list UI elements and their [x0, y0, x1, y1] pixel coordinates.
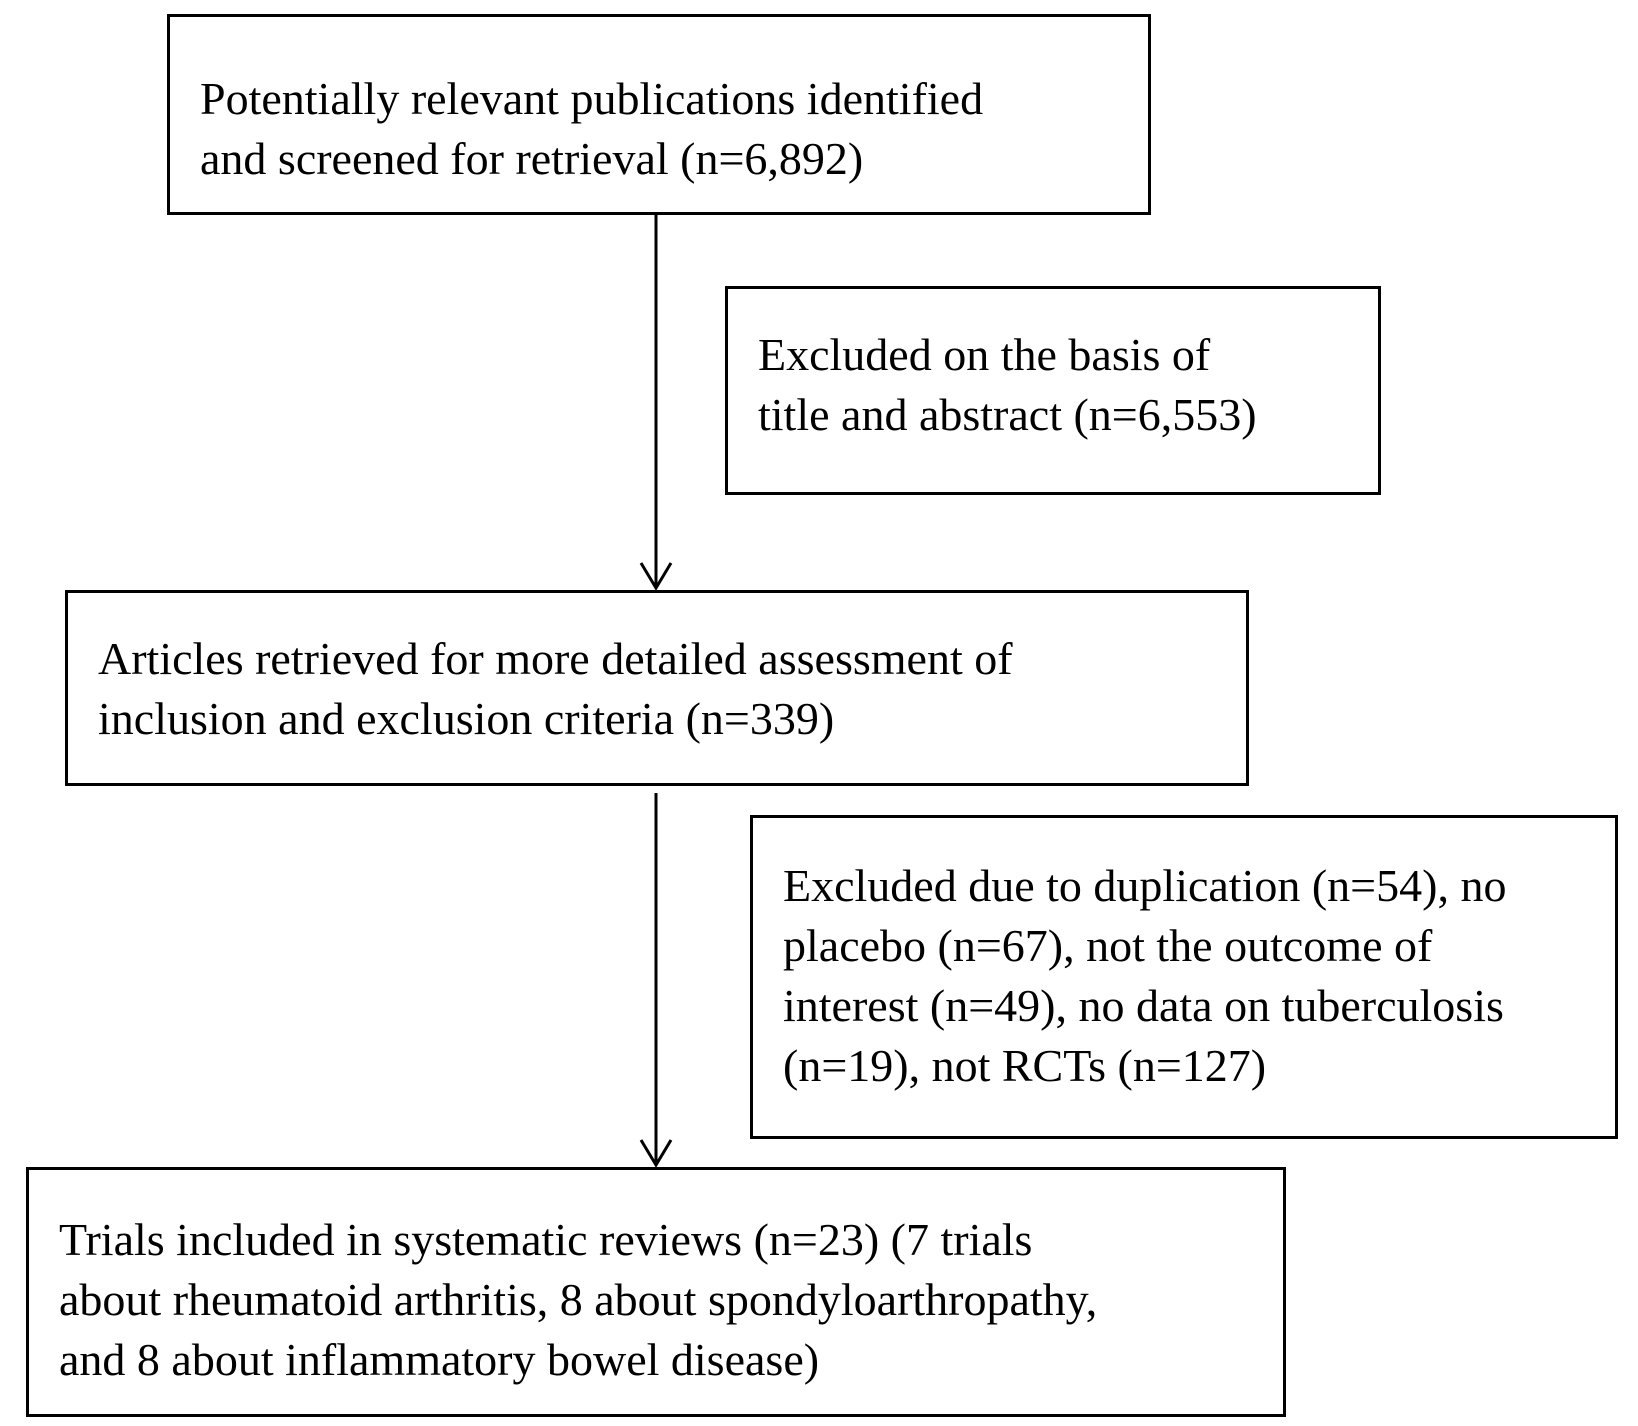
included-text: Trials included in systematic reviews (n=23) (7 trials about rheumatoid arthritis, 8 about spondyloarthropathy, and 8 about inflammatory bowel disease)	[59, 1214, 1098, 1385]
identified-text: Potentially relevant publications identified and screened for retrieval (n=6,892)	[200, 73, 984, 184]
arrowhead-1	[641, 563, 671, 588]
excluded-detailed-box	[750, 815, 1618, 1139]
included-box	[26, 1167, 1286, 1417]
retrieved-box	[65, 590, 1249, 786]
retrieved-text: Articles retrieved for more detailed assessment of inclusion and exclusion criteria (n=339)	[98, 633, 1013, 744]
excluded-title-abstract-box	[725, 286, 1381, 495]
excluded-title-abstract-text: Excluded on the basis of title and abstract (n=6,553)	[758, 329, 1257, 440]
arrowhead-2	[641, 1140, 671, 1165]
excluded-detailed-text: Excluded due to duplication (n=54), no placebo (n=67), not the outcome of interest (n=49), no data on tuberculosis (n=19), not RCTs (n=127)	[783, 860, 1507, 1091]
identified-box	[167, 14, 1151, 215]
